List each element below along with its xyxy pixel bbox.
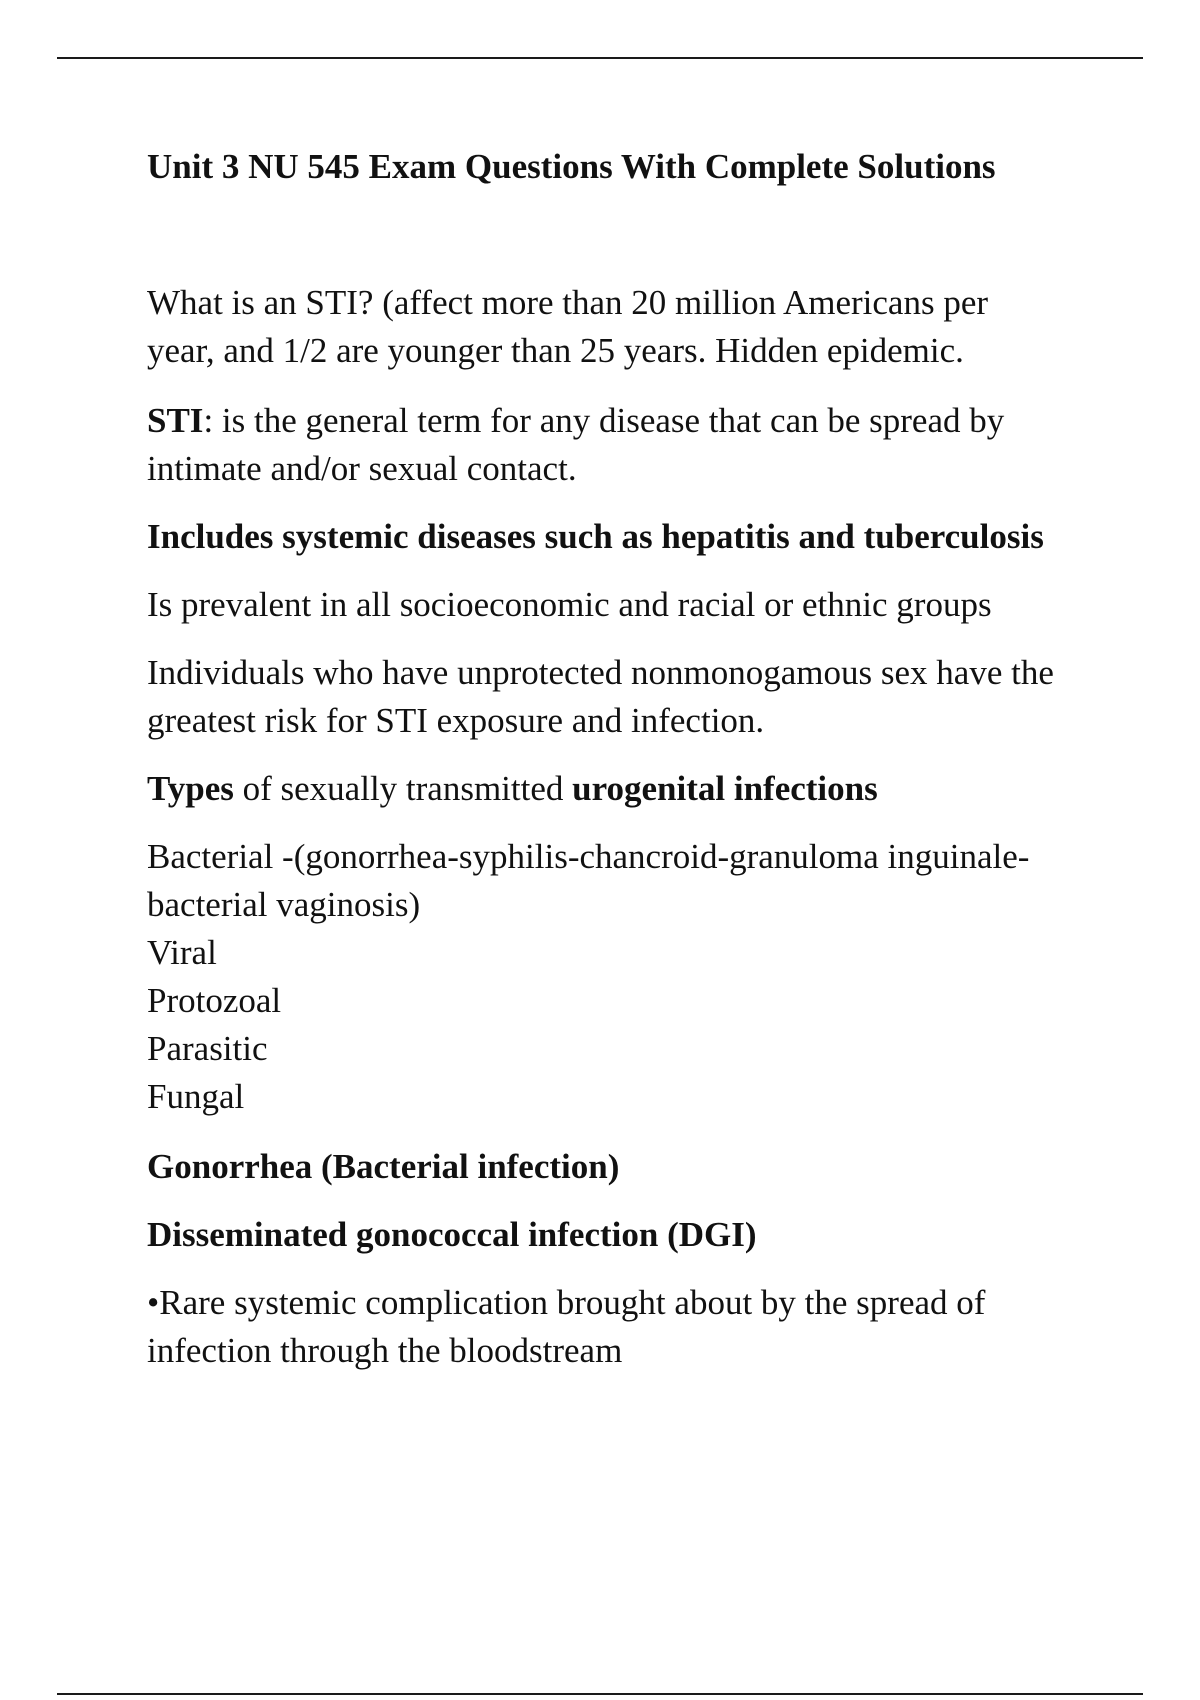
question-intro-line-2: year, and 1/2 are younger than 25 years. Hidden epidemic. xyxy=(147,331,964,370)
top-rule xyxy=(57,57,1143,59)
bottom-rule xyxy=(57,1693,1143,1695)
sti-term: STI xyxy=(147,401,204,440)
document-title: Unit 3 NU 545 Exam Questions With Complete Solutions xyxy=(147,147,996,186)
list-item-viral: Viral xyxy=(147,933,217,972)
risk-text xyxy=(147,649,1054,745)
risk-line-2: greatest risk for STI exposure and infection. xyxy=(147,701,765,740)
sti-definition-line-1 xyxy=(147,397,1004,445)
dgi-description-line-2: infection through the bloodstream xyxy=(147,1331,623,1370)
question-intro xyxy=(147,279,988,375)
prevalence-text: Is prevalent in all socioeconomic and racial or ethnic groups xyxy=(147,585,992,624)
question-intro-line-1: What is an STI? (affect more than 20 million Americans per xyxy=(147,283,989,322)
sti-definition xyxy=(147,397,1004,493)
list-item-bacterial-line-2: bacterial vaginosis) xyxy=(147,885,421,924)
sti-definition-line-2: intimate and/or sexual contact. xyxy=(147,449,577,488)
list-item-parasitic: Parasitic xyxy=(147,1029,268,1068)
list-item-protozoal: Protozoal xyxy=(147,981,282,1020)
dgi-heading: Disseminated gonococcal infection (DGI) xyxy=(147,1215,757,1254)
gonorrhea-heading: Gonorrhea (Bacterial infection) xyxy=(147,1147,620,1186)
types-heading-bold-2: urogenital infections xyxy=(572,769,878,808)
list-item-fungal: Fungal xyxy=(147,1077,245,1116)
risk-line-1: Individuals who have unprotected nonmonogamous sex have the xyxy=(147,653,1054,692)
dgi-description xyxy=(147,1279,985,1375)
dgi-description-line-1: •Rare systemic complication brought about by the spread of xyxy=(147,1283,986,1322)
systemic-diseases-heading: Includes systemic diseases such as hepatitis and tuberculosis xyxy=(147,517,1044,556)
list-item-bacterial-line-1: Bacterial -(gonorrhea-syphilis-chancroid-granuloma inguinale- xyxy=(147,837,1030,876)
types-heading-bold-1: Types xyxy=(147,769,234,808)
types-heading xyxy=(147,765,878,813)
infection-types-list xyxy=(147,833,1029,1121)
sti-definition-text: : is the general term for any disease that can be spread by xyxy=(203,401,1005,440)
types-heading-middle: of sexually transmitted xyxy=(233,769,573,808)
